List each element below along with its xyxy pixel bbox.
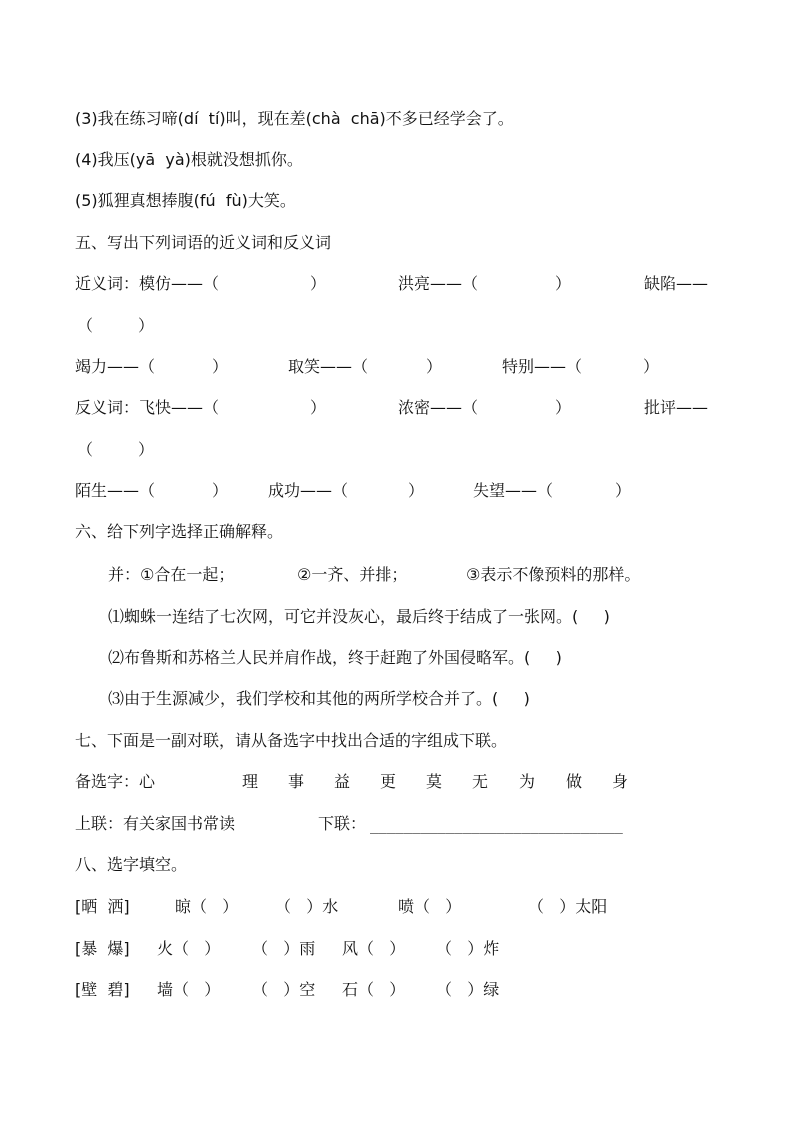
antonym-4-close: ） [212, 481, 229, 500]
synonym-5-label: 取笑——（ [288, 357, 369, 376]
synonym-3-label: 缺陷—— [644, 274, 709, 293]
option-char: 做 [566, 772, 583, 791]
options-label: 备选字：心 [75, 772, 156, 791]
fill-blank[interactable]: （ ）炸 [436, 939, 500, 958]
sentence-3: ⑶由于生源减少，我们学校和其他的两所学校合并了。( ) [108, 689, 530, 708]
fill-blank[interactable]: （ ）绿 [436, 980, 500, 999]
option-char: 莫 [426, 772, 443, 791]
option-char: 更 [380, 772, 397, 791]
antonym-4-label: 陌生——（ [75, 481, 156, 500]
char-pair: [晒 洒] [75, 897, 130, 916]
synonym-2-close: ） [555, 274, 572, 293]
fill-blank[interactable]: （ ）太阳 [528, 897, 608, 916]
synonym-4-label: 竭力——（ [75, 357, 156, 376]
option-char: 为 [519, 772, 536, 791]
fill-blank[interactable]: （ ）雨 [252, 939, 316, 958]
synonym-1-close: ） [310, 274, 327, 293]
fill-blank[interactable]: （ ）水 [275, 897, 339, 916]
synonym-6-label: 特别——（ [502, 357, 583, 376]
char-pair: [壁 碧] [75, 980, 130, 999]
synonym-2-label: 洪亮——（ [398, 274, 479, 293]
antonym-3-open: （ [77, 440, 94, 459]
antonym-2-close: ） [555, 398, 572, 417]
option-char: 事 [288, 772, 305, 791]
item-3: (3)我在练习啼(dí tí)叫，现在差(chà chā)不多已经学会了。 [75, 109, 514, 128]
antonym-5-close: ） [408, 481, 425, 500]
synonym-6-close: ） [643, 357, 660, 376]
antonym-5-label: 成功——（ [268, 481, 349, 500]
definition-3: ③表示不像预料的那样。 [466, 565, 641, 584]
antonym-3-label: 批评—— [644, 398, 709, 417]
fill-blank[interactable]: 喷（ ） [398, 897, 462, 916]
option-char: 益 [334, 772, 351, 791]
upper-couplet: 上联：有关家国书常读 [75, 814, 236, 833]
definition-2: ②一齐、并排； [297, 565, 408, 584]
option-char: 理 [242, 772, 259, 791]
synonym-1-label: 近义词：模仿——（ [75, 274, 220, 293]
section7-heading: 七、下面是一副对联，请从备选字中找出合适的字组成下联。 [75, 731, 508, 750]
synonym-3-close: ） [138, 316, 155, 335]
fill-blank[interactable]: 晾（ ） [175, 897, 239, 916]
section8-heading: 八、选字填空。 [75, 855, 188, 874]
antonym-1-close: ） [310, 398, 327, 417]
char-pair: [暴 爆] [75, 939, 130, 958]
lower-couplet-blank[interactable]: ______________________________ [370, 818, 623, 834]
fill-blank[interactable]: 墙（ ） [157, 980, 221, 999]
lower-couplet-label: 下联： [318, 814, 367, 833]
section5-heading: 五、写出下列词语的近义词和反义词 [75, 233, 332, 252]
fill-blank[interactable]: 风（ ） [342, 939, 406, 958]
section6-heading: 六、给下列字选择正确解释。 [75, 522, 284, 541]
fill-blank[interactable]: 石（ ） [342, 980, 406, 999]
item-4: (4)我压(yā yà)根就没想抓你。 [75, 150, 303, 169]
fill-blank[interactable]: （ ）空 [252, 980, 316, 999]
antonym-6-close: ） [615, 481, 632, 500]
antonym-6-label: 失望——（ [473, 481, 554, 500]
option-char: 无 [472, 772, 489, 791]
sentence-1: ⑴蜘蛛一连结了七次网，可它并没灰心，最后终于结成了一张网。( ) [108, 607, 610, 626]
sentence-2: ⑵布鲁斯和苏格兰人民并肩作战，终于赶跑了外国侵略军。( ) [108, 648, 562, 667]
synonym-5-close: ） [426, 357, 443, 376]
fill-blank[interactable]: 火（ ） [157, 939, 221, 958]
synonym-4-close: ） [212, 357, 229, 376]
antonym-2-label: 浓密——（ [398, 398, 479, 417]
synonym-3-open: （ [77, 316, 94, 335]
definition-1: 并：①合在一起； [108, 565, 235, 584]
option-char: 身 [612, 772, 629, 791]
antonym-1-label: 反义词：飞快——（ [75, 398, 220, 417]
item-5: (5)狐狸真想捧腹(fú fù)大笑。 [75, 191, 296, 210]
antonym-3-close: ） [138, 440, 155, 459]
